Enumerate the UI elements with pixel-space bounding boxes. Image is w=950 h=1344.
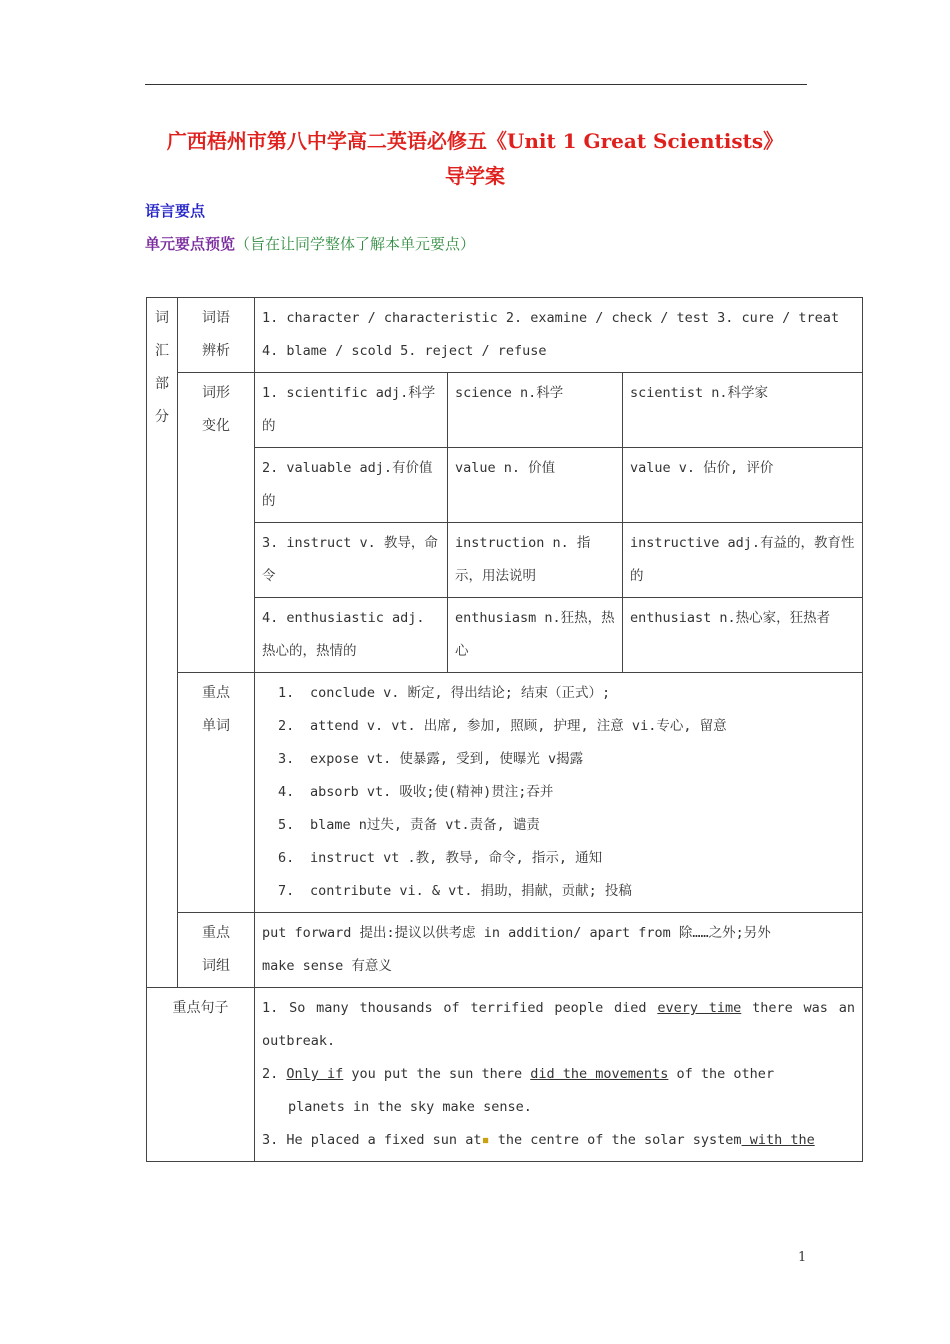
page-number: 1	[798, 1250, 807, 1265]
item-text: contribute vi. & vt. 捐助，捐献，贡献; 投稿	[310, 883, 632, 899]
table-row	[147, 373, 863, 448]
sentence-text: of the other	[668, 1066, 775, 1082]
preview-label: 单元要点预览	[145, 235, 236, 253]
label-line: 辨析	[202, 343, 230, 359]
underlined-text: with the	[741, 1132, 815, 1148]
top-rule	[145, 84, 807, 85]
key-words-label	[178, 673, 255, 913]
word-form-cell: 4. enthusiastic adj. 热心的，热情的	[255, 598, 448, 673]
item-number: 6.	[278, 850, 295, 866]
label-line: 词形	[202, 385, 230, 401]
table-row	[147, 598, 863, 673]
word-form-cell: value n. 价值	[448, 448, 623, 523]
sentence-1	[262, 992, 855, 1058]
word-form-cell: 3. instruct v. 教导，命令	[255, 523, 448, 598]
key-sentences-content	[255, 988, 863, 1162]
table-row	[147, 913, 863, 988]
table-row	[147, 298, 863, 373]
underlined-text: every time	[657, 1000, 742, 1016]
sentence-text: 1. So many thousands of terrified people died	[262, 1000, 658, 1016]
preview-note: （旨在让同学整体了解本单元要点）	[235, 235, 476, 253]
word-discrimination-label	[178, 298, 255, 373]
item-text: blame n过失, 责备 vt.责备, 谴责	[310, 817, 540, 833]
label-line: 重点	[202, 685, 230, 701]
word-form-cell: enthusiast n.热心家，狂热者	[623, 598, 863, 673]
section-char: 词	[155, 310, 169, 326]
item-number: 5.	[278, 817, 295, 833]
phrase-line: put forward 提出:提议以供考虑 in addition/ apart from 除……之外;另外	[262, 925, 771, 941]
section-char: 部	[155, 376, 169, 392]
word-form-cell: science n.科学	[448, 373, 623, 448]
item-number: 7.	[278, 883, 295, 899]
sentence-text: 3. He placed a fixed sun at	[262, 1132, 482, 1148]
key-words-list	[255, 673, 863, 913]
vocabulary-table	[146, 297, 863, 1162]
sentence-2	[262, 1058, 855, 1091]
discrimination-line: 1. character / characteristic 2. examine / check / test 3. cure / treat	[262, 310, 840, 326]
language-points-heading: 语言要点	[145, 202, 206, 220]
edit-marker-icon: ▪	[481, 1132, 490, 1148]
word-discrimination-content	[255, 298, 863, 373]
document-subtitle: 导学案	[445, 164, 505, 188]
word-form-cell: 2. valuable adj.有价值的	[255, 448, 448, 523]
section-vocabulary-label	[147, 298, 178, 988]
sentence-text: 2.	[262, 1066, 287, 1082]
list-item	[278, 809, 855, 842]
sentence-text: there was an outbreak.	[262, 1000, 855, 1049]
sentence-text: you put the sun there	[343, 1066, 531, 1082]
key-phrases-content	[255, 913, 863, 988]
item-text: attend v. vt. 出席, 参加, 照顾, 护理, 注意 vi.专心, 留意	[310, 718, 727, 734]
label-line: 单词	[202, 718, 230, 734]
label-line: 重点	[202, 925, 230, 941]
sentence-3	[262, 1124, 855, 1157]
sentence-text: the centre of the solar system	[489, 1132, 742, 1148]
document-title: 广西梧州市第八中学高二英语必修五《Unit 1 Great Scientists》	[166, 129, 784, 153]
word-form-cell: scientist n.科学家	[623, 373, 863, 448]
key-phrases-label	[178, 913, 255, 988]
discrimination-line: 4. blame / scold 5. reject / refuse	[262, 343, 547, 359]
phrase-line: make sense 有意义	[262, 958, 392, 974]
list-item	[278, 776, 855, 809]
table-row	[147, 988, 863, 1162]
table-row	[147, 673, 863, 913]
label-line: 词语	[202, 310, 230, 326]
word-form-cell: instruction n. 指示，用法说明	[448, 523, 623, 598]
sentence-2-continued: planets in the sky make sense.	[288, 1099, 532, 1115]
item-number: 3.	[278, 751, 295, 767]
unit-preview-heading	[145, 233, 475, 254]
list-item	[278, 743, 855, 776]
word-form-cell: enthusiasm n.狂热，热心	[448, 598, 623, 673]
list-item	[278, 842, 855, 875]
underlined-text: Only if	[286, 1066, 344, 1082]
list-item	[278, 677, 855, 710]
list-item	[278, 875, 855, 908]
list-item	[278, 710, 855, 743]
item-number: 2.	[278, 718, 295, 734]
label-line: 词组	[202, 958, 230, 974]
section-char: 汇	[155, 343, 169, 359]
word-form-cell: instructive adj.有益的，教育性的	[623, 523, 863, 598]
key-sentences-label: 重点句子	[147, 988, 255, 1162]
table-row	[147, 448, 863, 523]
item-text: instruct vt .教, 教导, 命令, 指示, 通知	[310, 850, 603, 866]
label-line: 变化	[202, 418, 230, 434]
word-forms-label	[178, 373, 255, 673]
word-form-cell: value v. 估价, 评价	[623, 448, 863, 523]
item-text: absorb vt. 吸收;使(精神)贯注;吞并	[310, 784, 554, 800]
underlined-text: did the movements	[530, 1066, 669, 1082]
item-text: expose vt. 使暴露, 受到, 使曝光 v揭露	[310, 751, 584, 767]
item-number: 1.	[278, 685, 295, 701]
section-char: 分	[155, 409, 169, 425]
item-number: 4.	[278, 784, 295, 800]
table-row	[147, 523, 863, 598]
item-text: conclude v. 断定, 得出结论; 结束（正式）;	[310, 685, 611, 701]
word-form-cell: 1. scientific adj.科学的	[255, 373, 448, 448]
